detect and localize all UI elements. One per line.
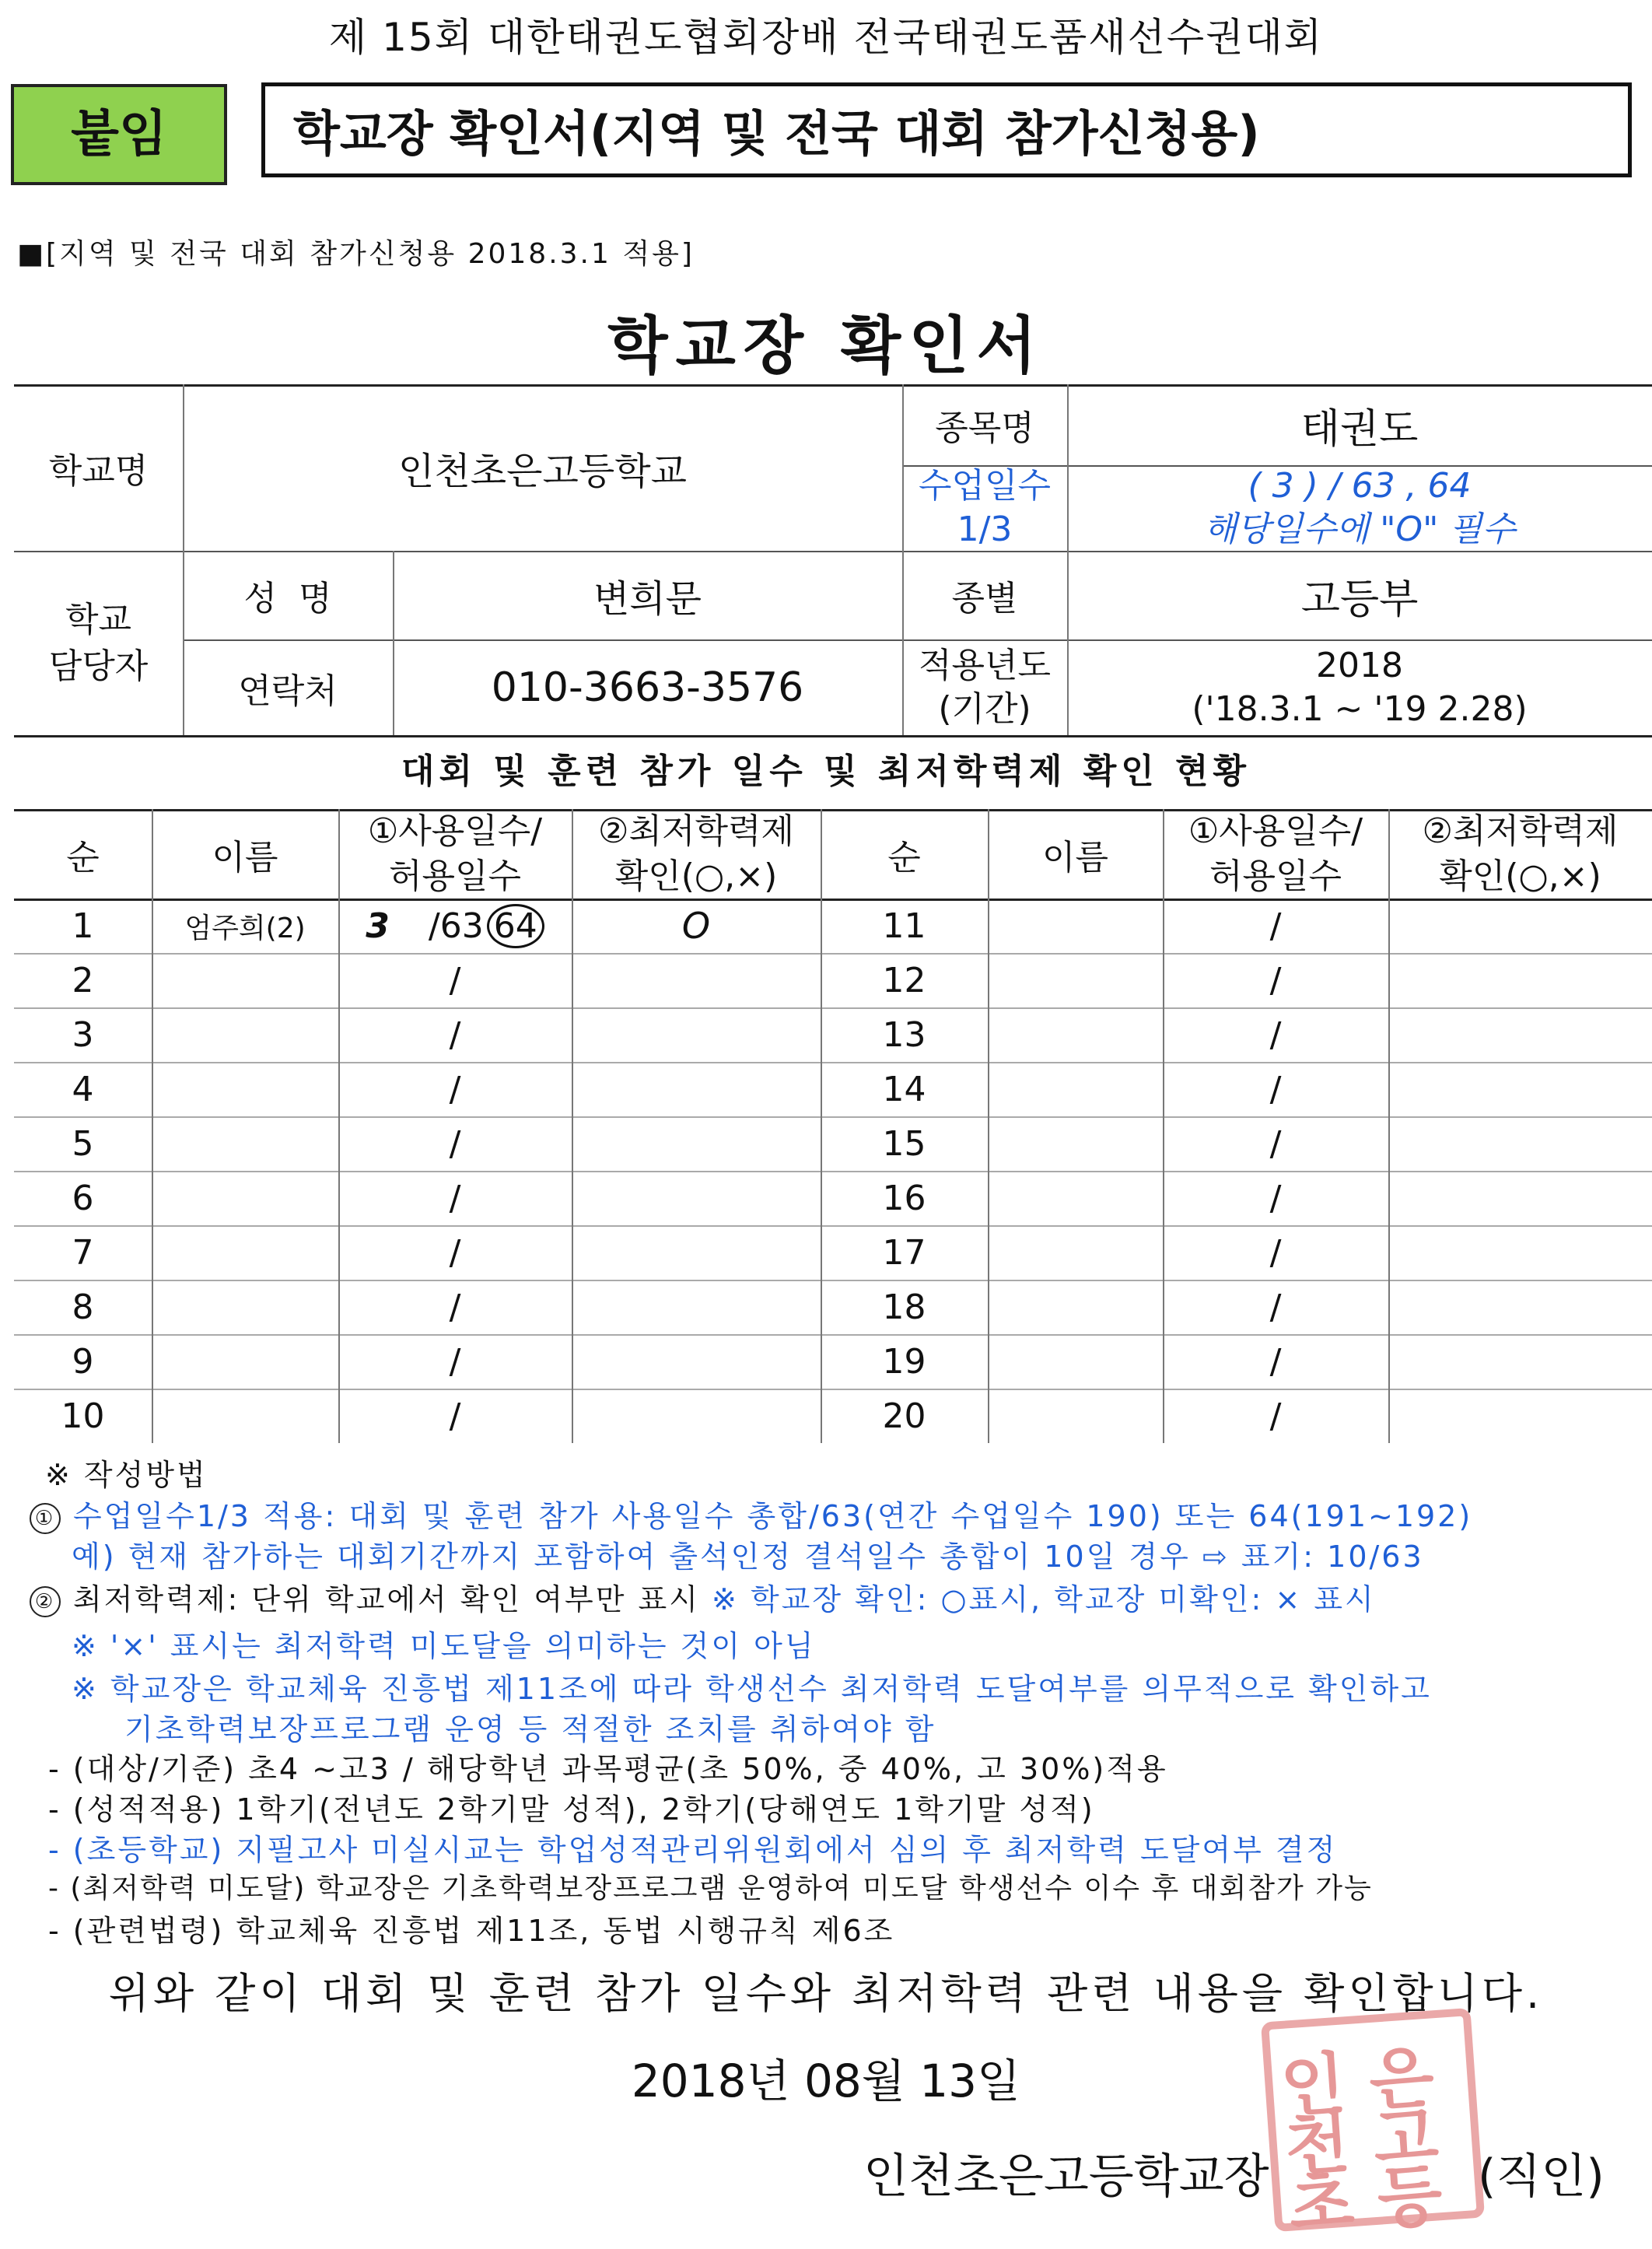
seal-char: 인: [1278, 2044, 1349, 2128]
row-number: 6: [72, 1178, 94, 1218]
row-min-check: [572, 1280, 821, 1334]
row-number: 17: [882, 1232, 926, 1273]
row-name: [988, 1116, 1163, 1171]
number-2-icon: ②: [30, 1586, 61, 1617]
row-number: 18: [882, 1287, 926, 1327]
criteria-not-reached: - (최저학력 미도달) 학교장은 기초학력보장프로그램 운영하여 미도달 학생선수 이수 후 대회참가 가능: [48, 1872, 1373, 1904]
row-number: 9: [72, 1341, 94, 1382]
instruction-note-program: 기초학력보장프로그램 운영 등 적절한 조치를 취하여야 함: [124, 1712, 936, 1746]
row-number: 7: [72, 1232, 94, 1273]
document-heading-box: 학교장 확인서(지역 및 전국 대회 참가신청용): [261, 82, 1632, 177]
row-number: 10: [61, 1396, 105, 1436]
row-used-days: /: [449, 1287, 461, 1327]
row-number: 2: [72, 960, 94, 1000]
row-used-days: /: [449, 1232, 461, 1273]
attachment-tag: 붙임: [11, 84, 227, 185]
instruction-item-1: [30, 1492, 1472, 1535]
row-used-days: /: [449, 1341, 461, 1382]
instruction-2-marking: ※ 학교장 확인: ○표시, 학교장 미확인: × 표시: [712, 1582, 1376, 1617]
row-min-check: [1388, 1225, 1652, 1280]
school-days-fraction: ( 3 ) / 63 , 64: [1248, 466, 1472, 506]
manager-name-label: 성 명: [243, 579, 332, 618]
header-min-academic-line1: ②최저학력제: [598, 811, 794, 851]
contact-label: 연락처: [238, 671, 338, 711]
row-min-check: [572, 1062, 821, 1116]
row-name: 엄주희(2): [184, 912, 306, 944]
header-number: 순: [66, 837, 100, 878]
manager-label: [14, 551, 183, 735]
row-number: 5: [72, 1123, 94, 1164]
row-used-days: /: [1269, 906, 1282, 946]
row-min-check: [1388, 1171, 1652, 1225]
row-circled-days: 64: [487, 904, 544, 948]
row-number: 1: [72, 906, 94, 946]
school-days-note: 해당일수에 "O" 필수: [1203, 510, 1516, 549]
row-name: [988, 953, 1163, 1007]
manager-label-line1: 학교: [65, 599, 131, 639]
event-title: 제 15회 대한태권도협회장배 전국태권도품새선수권대회: [328, 15, 1324, 60]
year-value-line2: ('18.3.1 ~ '19 2.28): [1192, 688, 1528, 729]
header-name: 이름: [212, 837, 278, 878]
row-number: 8: [72, 1287, 94, 1327]
info-bottom-border: [14, 735, 1652, 737]
seal-char: 고: [1370, 2097, 1441, 2180]
row-used-days: /: [449, 1069, 461, 1109]
instructions-heading: ※ 작성방법: [45, 1458, 208, 1492]
header-number: 순: [887, 837, 921, 878]
row-number: 12: [882, 960, 926, 1000]
row-name: [152, 1062, 338, 1116]
row-used-days: /: [1269, 960, 1282, 1000]
row-used-days: /: [1269, 1178, 1282, 1218]
header-min-academic: [572, 809, 821, 899]
seal-char: 천: [1282, 2103, 1353, 2186]
row-min-check: [1388, 1007, 1652, 1062]
row-used-days: [338, 899, 572, 953]
criteria-law: - (관련법령) 학교체육 진흥법 제11조, 동법 시행규칙 제6조: [48, 1914, 895, 1948]
year-label-line2: (기간): [938, 688, 1031, 729]
year-value-line1: 2018: [1316, 645, 1403, 685]
row-used-days: /: [449, 1123, 461, 1164]
row-used-days: /: [1269, 1341, 1282, 1382]
school-days-label: [902, 465, 1067, 551]
confirmation-statement: 위와 같이 대회 및 훈련 참가 일수와 최저학력 관련 내용을 확인합니다.: [108, 1969, 1544, 2018]
application-note: ■[지역 및 전국 대회 참가신청용 2018.3.1 적용]: [17, 238, 695, 270]
year-label-line1: 적용년도: [918, 645, 1051, 685]
principal-signature: 인천초은고등학교장: [863, 2149, 1269, 2204]
row-used-days: /: [1269, 1014, 1282, 1055]
document-date: 2018년 08월 13일: [631, 2055, 1021, 2107]
seal-label: (직인): [1478, 2149, 1605, 2204]
row-min-check: [1388, 1116, 1652, 1171]
row-min-check: [1388, 953, 1652, 1007]
row-min-check: [572, 1116, 821, 1171]
criteria-elementary: - (초등학교) 지필고사 미실시교는 학업성적관리위원회에서 심의 후 최저학력 도달여부 결정: [48, 1833, 1338, 1867]
row-name: [988, 1280, 1163, 1334]
row-number: 13: [882, 1014, 926, 1055]
instruction-item-2: [30, 1575, 1376, 1618]
row-used-days: /: [1269, 1232, 1282, 1273]
instruction-1-text: 수업일수1/3 적용: 대회 및 훈련 참가 사용일수 총합/63(연간 수업일수 190) 또는 64(191~192): [73, 1499, 1473, 1533]
row-min-check: [572, 1334, 821, 1389]
row-name: [988, 1007, 1163, 1062]
header-name: 이름: [1041, 837, 1108, 878]
event-label: 종목명: [935, 408, 1034, 448]
status-section-title: 대회 및 훈련 참가 일수 및 최저학력제 확인 현황: [401, 751, 1251, 791]
header-used-days: [1163, 809, 1388, 899]
row-name: [152, 1225, 338, 1280]
row-used-days: /: [1269, 1069, 1282, 1109]
row-min-check: [572, 1225, 821, 1280]
row-name: [988, 1389, 1163, 1443]
row-name: [988, 1062, 1163, 1116]
row-name: [152, 1007, 338, 1062]
row-number: 4: [72, 1069, 94, 1109]
row-name: [988, 899, 1163, 953]
row-used-days: /: [1269, 1123, 1282, 1164]
year-value: [1067, 639, 1652, 735]
official-seal-stamp: [1261, 2008, 1485, 2245]
header-min-academic-line2: 확인(○,×): [1439, 856, 1601, 896]
row-min-check: [1388, 1062, 1652, 1116]
row-name: [152, 1171, 338, 1225]
row-min-check: O: [681, 905, 711, 947]
division-label: 종별: [951, 579, 1018, 618]
manager-label-line2: 담당자: [48, 646, 149, 686]
row-name: [988, 1225, 1163, 1280]
event-value: 태권도: [1300, 405, 1419, 453]
row-min-check: [1388, 899, 1652, 953]
row-used-days: /: [449, 960, 461, 1000]
number-1-icon: ①: [30, 1503, 61, 1534]
instruction-note-principal: ※ 학교장은 학교체육 진흥법 제11조에 따라 학생선수 최저학력 도달여부를 의무적으로 확인하고: [72, 1672, 1432, 1706]
row-min-check: [572, 1171, 821, 1225]
year-label: [902, 639, 1067, 735]
header-min-academic-line2: 확인(○,×): [614, 856, 778, 896]
row-name: [152, 1389, 338, 1443]
manager-name-value: 변희문: [593, 576, 702, 621]
seal-char: 은: [1367, 2037, 1437, 2121]
division-value: 고등부: [1300, 576, 1419, 623]
header-used-days-line2: 허용일수: [1209, 856, 1342, 896]
row-name: [152, 1116, 338, 1171]
row-name: [152, 953, 338, 1007]
row-min-check: [572, 953, 821, 1007]
school-name-value: 인천초은고등학교: [398, 449, 687, 493]
row-allowed-days: /63: [428, 906, 484, 946]
criteria-target: - (대상/기준) 초4 ~고3 / 해당학년 과목평균(초 50%, 중 40%, 고 30%)적용: [48, 1752, 1168, 1786]
row-used-days: /: [449, 1178, 461, 1218]
header-used-days-line2: 허용일수: [388, 856, 521, 896]
header-min-academic: [1388, 809, 1652, 899]
contact-value: 010-3663-3576: [491, 664, 804, 711]
row-number: 20: [882, 1396, 926, 1436]
row-name: [988, 1334, 1163, 1389]
row-number: 15: [882, 1123, 926, 1164]
row-used-days: /: [1269, 1287, 1282, 1327]
seal-char: 등: [1374, 2156, 1445, 2239]
row-min-check: [1388, 1334, 1652, 1389]
row-name: [152, 1334, 338, 1389]
header-used-days-line1: ①사용일수/: [1188, 811, 1363, 851]
row-used-days: /: [449, 1396, 461, 1436]
school-days-label-line2: 1/3: [957, 510, 1013, 549]
school-days-value: [1067, 465, 1652, 551]
school-days-label-line1: 수업일수: [918, 466, 1051, 506]
row-min-check: [1388, 1389, 1652, 1443]
school-name-label: 학교명: [48, 451, 149, 491]
row-number: 14: [882, 1069, 926, 1109]
row-min-check: [1388, 1280, 1652, 1334]
row-number: 19: [882, 1341, 926, 1382]
header-used-days: [338, 809, 572, 899]
row-used-days: /: [449, 1014, 461, 1055]
header-used-days-line1: ①사용일수/: [367, 811, 543, 851]
row-number: 16: [882, 1178, 926, 1218]
instruction-note-x: ※ '×' 표시는 최저학력 미도달을 의미하는 것이 아님: [72, 1629, 816, 1663]
row-number: 11: [882, 906, 926, 946]
row-number: 3: [72, 1014, 94, 1055]
header-min-academic-line1: ②최저학력제: [1422, 811, 1619, 851]
row-used-count: 3: [366, 906, 390, 946]
row-min-check: [572, 1389, 821, 1443]
seal-char: 초: [1286, 2162, 1356, 2245]
document-title: 학교장 확인서: [607, 310, 1045, 382]
row-min-check: [572, 1007, 821, 1062]
row-name: [988, 1171, 1163, 1225]
row-used-days: /: [1269, 1396, 1282, 1436]
row-name: [152, 1280, 338, 1334]
instruction-1-example: 예) 현재 참가하는 대회기간까지 포함하여 출석인정 결석일수 총합이 10일 경우 ⇨ 표기: 10/63: [72, 1540, 1424, 1574]
criteria-grades: - (성적적용) 1학기(전년도 2학기말 성적), 2학기(당해연도 1학기말 성적): [48, 1792, 1095, 1827]
instruction-2-text: 최저학력제: 단위 학교에서 확인 여부만 표시: [73, 1582, 700, 1617]
